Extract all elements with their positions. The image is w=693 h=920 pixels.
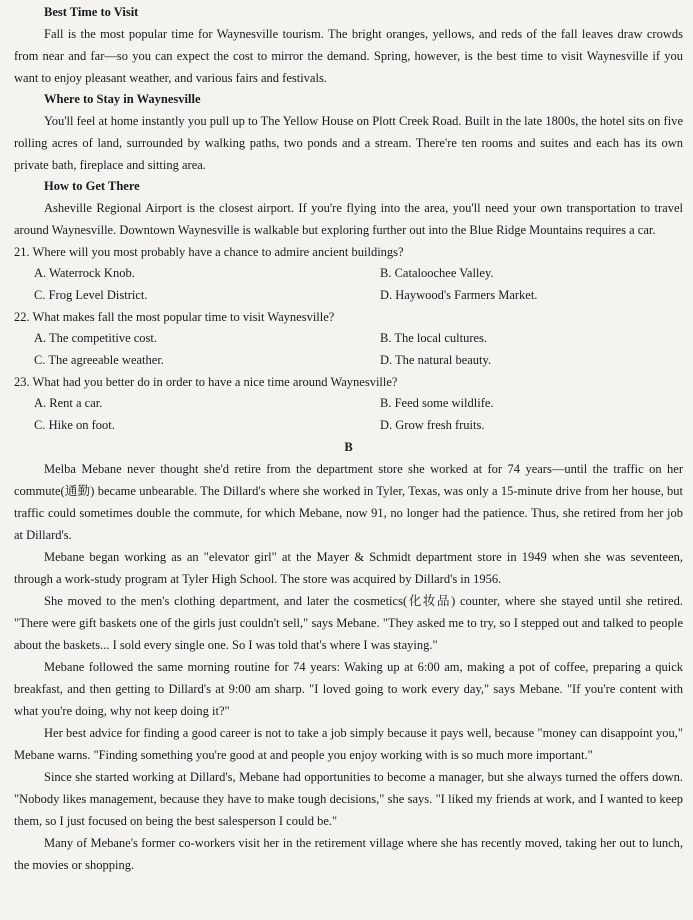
option-b: B. Feed some wildlife. (380, 396, 494, 410)
option-d: D. Grow fresh fruits. (380, 417, 485, 432)
paragraph-how-to-get-there: Asheville Regional Airport is the closest airport. If you're flying into the area, you'll need your own transportation to travel around Waynesville. Downtown Waynesville is walkable but exploring further out into the Blue Ridge Mountains requires a car. (14, 201, 683, 237)
option-a: A. Waterrock Knob. (34, 266, 135, 280)
option-b: B. Cataloochee Valley. (380, 266, 494, 280)
paragraph-b5: Her best advice for finding a good career is not to take a job simply because it pays well, because "money can disappoint you," Mebane warns. "Finding something you're good at and people you enjoy working with is so much more important." (14, 726, 683, 762)
question-22 (14, 306, 683, 371)
paragraph-b1: Melba Mebane never thought she'd retire from the department store she worked at for 74 years—until the traffic on her commute(通勤) became unbearable. The Dillard's where she worked in Tyler, Texas, was only a 15-minute drive from her house, but traffic could sometimes double the commute, for which Mebane, now 91, no longer had the patience. Thus, she retired from her job at Dillard's. (14, 462, 683, 542)
paragraph-b4: Mebane followed the same morning routine for 74 years: Waking up at 6:00 am, making a pot of coffee, preparing a quick breakfast, and then getting to Dillard's at 9:00 am sharp. "I loved going to work every day," says Mebane. "If you're content with what you're doing, why not keep doing it?" (14, 660, 683, 718)
option-c: C. The agreeable weather. (34, 352, 164, 367)
question-stem: 23. What had you better do in order to have a nice time around Waynesville? (14, 375, 398, 389)
paragraph-best-time: Fall is the most popular time for Waynesville tourism. The bright oranges, yellows, and reds of the fall leaves draw crowds from near and far—so you can expect the cost to mirror the demand. Spring, however, is the best time to visit Waynesville if you want to enjoy pleasant weather, and various fairs and festivals. (14, 27, 683, 85)
heading-how-to-get-there: How to Get There (44, 179, 140, 193)
option-c: C. Hike on foot. (34, 417, 115, 432)
paragraph-where-to-stay: You'll feel at home instantly you pull up to The Yellow House on Plott Creek Road. Built in the late 1800s, the hotel sits on five rolling acres of land, surrounded by walking paths, two ponds and a stream. There're ten rooms and suites and each has its own private bath, fireplace and sitting area. (14, 114, 683, 172)
heading-best-time: Best Time to Visit (44, 5, 139, 19)
option-d: D. The natural beauty. (380, 352, 492, 367)
option-b: B. The local cultures. (380, 331, 488, 345)
option-d: D. Haywood's Farmers Market. (380, 287, 538, 302)
paragraph-b2: Mebane began working as an "elevator girl" at the Mayer & Schmidt department store in 1949 when she was seventeen, through a work-study program at Tyler High School. The store was acquired by Dillard's in 1956. (14, 550, 683, 586)
paragraph-b3: She moved to the men's clothing department, and later the cosmetics(化妆品) counter, where she stayed until she retired. "There were gift baskets one of the girls just couldn't sell," says Mebane. "They asked me to try, so I stepped out and talked to people about the baskets... I sold every single one. So I was told that's where I was staying." (14, 594, 683, 652)
question-options (14, 263, 683, 306)
question-stem: 22. What makes fall the most popular time to visit Waynesville? (14, 310, 335, 324)
question-options (14, 393, 683, 436)
question-options (14, 328, 683, 371)
question-stem: 21. Where will you most probably have a chance to admire ancient buildings? (14, 245, 404, 259)
option-a: A. The competitive cost. (34, 331, 158, 345)
option-a: A. Rent a car. (34, 396, 103, 410)
question-21 (14, 241, 683, 306)
option-c: C. Frog Level District. (34, 287, 148, 302)
question-23 (14, 371, 683, 436)
heading-where-to-stay: Where to Stay in Waynesville (44, 92, 201, 106)
paragraph-b7: Many of Mebane's former co-workers visit her in the retirement village where she has recently moved, taking her out to lunch, the movies or shopping. (14, 836, 683, 872)
paragraph-b6: Since she started working at Dillard's, Mebane had opportunities to become a manager, but she always turned the offers down. "Nobody likes management, because they have to make tough decisions," she says. "I liked my friends at work, and I wanted to keep them, so I just focused on being the best salesperson I could be." (14, 770, 683, 828)
section-b-label: B (344, 440, 353, 454)
